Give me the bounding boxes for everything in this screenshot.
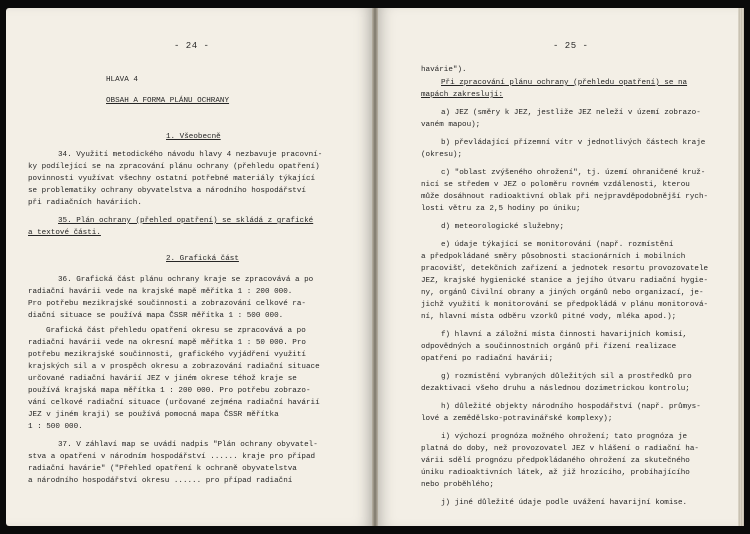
- list-item: a předpokládané směry působnosti stacionárních i mobilních: [421, 253, 686, 261]
- list-item: lové a zemědělsko-potravinářské komplexy);: [421, 415, 613, 423]
- text-line: mapách zakreslují:: [421, 91, 504, 99]
- list-item: f) hlavní a záložní místa činnosti havarijních komisí,: [441, 331, 688, 339]
- page-number: - 25 -: [553, 41, 589, 51]
- paragraph-line: ky podílející se na zpracování plánu ochrany (přehledu opatření): [28, 163, 320, 171]
- section-heading: 1. Všeobecně: [166, 133, 221, 141]
- paragraph-line: a národního hospodářství okresu ...... pro případ radiační: [28, 477, 293, 485]
- list-item: g) rozmístění vybraných důležitých sil a prostředků pro: [441, 373, 692, 381]
- paragraph-line: 37. V záhlaví map se uvádí nadpis "Plán ochrany obyvatel-: [58, 441, 318, 449]
- list-item: odpovědných a součinnostních orgánů při řízení realizace: [421, 343, 677, 351]
- chapter-title: OBSAH A FORMA PLÁNU OCHRANY: [106, 97, 230, 105]
- paragraph-line: radiační havárie" ("Přehled opatření k ochraně obyvatelstva: [28, 465, 297, 473]
- paragraph-line: vání celkové radiační situace (určované zejména radiační havárií: [28, 399, 320, 407]
- paragraph-line: se problematiky ochrany obyvatelstva a národního hospodářství: [28, 187, 306, 195]
- book-spread: [6, 6, 744, 528]
- right-page: [375, 8, 744, 526]
- paragraph-line: a textové části.: [28, 229, 101, 237]
- list-item: JEZ, krajské hygienické stanice a jejího útvaru radiační hygie-: [421, 277, 709, 285]
- paragraph-line: radiační havárii vede na krajské mapě měřítka 1 : 200 000.: [28, 288, 293, 296]
- page-edges: [738, 8, 744, 526]
- list-item: losti větru za 2,5 hodiny po úniku;: [421, 205, 581, 213]
- paragraph-line: JEZ v jiném kraji) se používá pomocná mapa ČSSR měřítka: [28, 411, 279, 419]
- paragraph-line: určované radiační havárií JEZ v jiném okrese téhož kraje se: [28, 375, 297, 383]
- list-item: ny, orgánů Civilní obrany a jiných orgánů nebo organizací, je-: [421, 289, 704, 297]
- list-item: dezaktivaci všeho druhu a následnou dozimetrickou kontrolu;: [421, 385, 690, 393]
- text-line: havárie").: [421, 66, 467, 74]
- left-page: [6, 8, 375, 526]
- paragraph-line: 36. Grafická část plánu ochrany kraje se zpracovává a po: [58, 276, 314, 284]
- paragraph-line: 34. Využití metodického návodu hlavy 4 nezbavuje pracovní-: [58, 151, 323, 159]
- book-gutter: [372, 8, 378, 526]
- list-item: platná do doby, než provozovatel JEZ v hlášení o radiační ha-: [421, 445, 699, 453]
- paragraph-line: Grafická část přehledu opatření okresu se zpracovává a po: [46, 327, 306, 335]
- list-item: j) jiné důležité údaje podle uvážení havarijní komise.: [441, 499, 688, 507]
- paragraph-line: povinnosti využívat všechny ostatní potřebné materiály týkající: [28, 175, 316, 183]
- list-item: může dosáhnout radioaktivní oblak při nejpravděpodobnější rych-: [421, 193, 709, 201]
- paragraph-line: 35. Plán ochrany (přehled opatření) se skládá z grafické: [58, 217, 314, 225]
- list-item: jichž využití k monitorování se předpokládá v plánu monitorová-: [421, 301, 709, 309]
- page-number: - 24 -: [174, 41, 210, 51]
- list-item: opatření po radiační havárii;: [421, 355, 554, 363]
- list-item: várii sdělí prognózu předpokládaného ohrožení za skutečného: [421, 457, 690, 465]
- paragraph-line: radiační havárii vede na okresní mapě měřítka 1 : 50 000. Pro: [28, 339, 306, 347]
- list-item: c) "oblast zvýšeného ohrožení", tj. území ohraničené kruž-: [441, 169, 706, 177]
- section-heading: 2. Grafická část: [166, 255, 239, 263]
- list-item: pracovišť, detekčních zařízení a jednotek resortu provozovatele: [421, 265, 709, 273]
- paragraph-line: stva a opatření v národním hospodářství ...... kraje pro případ: [28, 453, 316, 461]
- list-item: h) důležité objekty národního hospodářství (např. průmys-: [441, 403, 701, 411]
- list-item: a) JEZ (směry k JEZ, jestliže JEZ neleží v území zobrazo-: [441, 109, 701, 117]
- list-item: i) výchozí prognóza možného ohrožení; tato prognóza je: [441, 433, 688, 441]
- paragraph-line: 1 : 500 000.: [28, 423, 83, 431]
- list-item: nebo proběhlého;: [421, 481, 494, 489]
- paragraph-line: diační situace se používá mapa ČSSR měřítka 1 : 500 000.: [28, 312, 284, 320]
- list-item: (okresu);: [421, 151, 463, 159]
- paragraph-line: Pro potřebu mezikrajské součinnosti a zobrazování celkové ra-: [28, 300, 306, 308]
- list-item: nicí se středem v JEZ o poloměru rovném vzdálenosti, kterou: [421, 181, 690, 189]
- list-item: b) převládající přízemní vítr v jednotlivých částech kraje: [441, 139, 706, 147]
- list-item: e) údaje týkající se monitorování (např. rozmístění: [441, 241, 674, 249]
- list-item: vaném mapou);: [421, 121, 481, 129]
- paragraph-line: potřebu mezikrajské součinnosti, grafického vyjádření využití: [28, 351, 306, 359]
- paragraph-line: krajských sil a v prospěch okresu a zobrazování radiační situace: [28, 363, 320, 371]
- chapter-heading: HLAVA 4: [106, 76, 138, 84]
- list-item: d) meteorologické služebny;: [441, 223, 565, 231]
- paragraph-line: používá krajská mapa měřítka 1 : 200 000. Pro potřebu zobrazo-: [28, 387, 311, 395]
- list-item: úniku radioaktivních látek, až již hrozícího, probíhajícího: [421, 469, 690, 477]
- paragraph-line: při radiačních haváriích.: [28, 199, 142, 207]
- text-line: Při zpracování plánu ochrany (přehledu opatření) se na: [441, 79, 688, 87]
- list-item: ní, hlavní místa odběru vzorků pitné vody, mléka apod.);: [421, 313, 677, 321]
